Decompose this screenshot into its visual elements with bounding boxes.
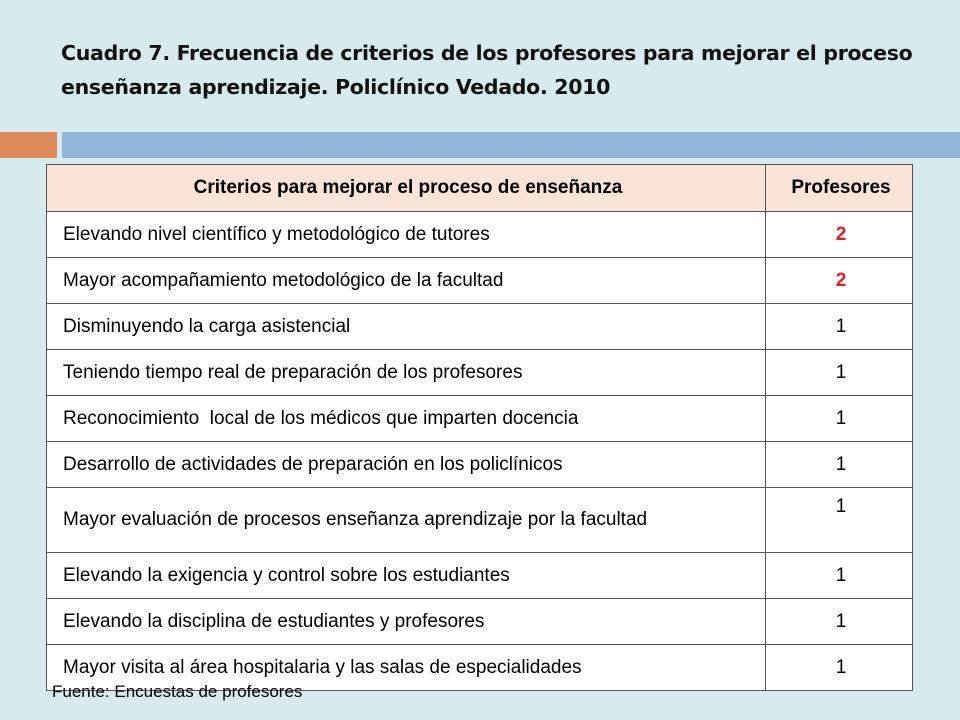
header-criterios: Criterios para mejorar el proceso de enseñanza — [47, 165, 766, 212]
criterio-cell: Teniendo tiempo real de preparación de los profesores — [47, 350, 766, 396]
table-row — [47, 258, 913, 304]
criterio-cell: Reconocimiento local de los médicos que imparten docencia — [47, 396, 766, 442]
profesores-cell: 1 — [766, 350, 913, 396]
criterio-cell: Mayor evaluación de procesos enseñanza aprendizaje por la facultad — [47, 488, 766, 553]
caption-line-1: Cuadro 7. Frecuencia de criterios de los profesores para mejorar el proceso — [61, 41, 913, 65]
profesores-cell: 1 — [766, 304, 913, 350]
table-row — [47, 488, 913, 553]
accent-bar-blue — [62, 132, 960, 158]
table-row — [47, 442, 913, 488]
table-row — [47, 212, 913, 258]
criterio-cell: Desarrollo de actividades de preparación en los policlínicos — [47, 442, 766, 488]
criterio-cell: Mayor visita al área hospitalaria y las salas de especialidades — [47, 645, 766, 691]
criterio-cell: Elevando nivel científico y metodológico de tutores — [47, 212, 766, 258]
criterio-cell: Elevando la disciplina de estudiantes y profesores — [47, 599, 766, 645]
profesores-cell: 2 — [766, 212, 913, 258]
table-row — [47, 599, 913, 645]
profesores-cell: 1 — [766, 396, 913, 442]
table-row — [47, 553, 913, 599]
table-row — [47, 396, 913, 442]
table-row — [47, 304, 913, 350]
profesores-cell: 2 — [766, 258, 913, 304]
criterio-cell: Mayor acompañamiento metodológico de la facultad — [47, 258, 766, 304]
header-profesores: Profesores — [766, 165, 913, 212]
caption-line-2: enseñanza aprendizaje. Policlínico Vedado. 2010 — [61, 75, 611, 99]
profesores-cell: 1 — [766, 488, 913, 553]
criterio-cell: Elevando la exigencia y control sobre los estudiantes — [47, 553, 766, 599]
profesores-cell: 1 — [766, 645, 913, 691]
table-caption — [61, 36, 921, 104]
source-note: Fuente: Encuestas de profesores — [52, 682, 303, 701]
criteria-table — [46, 164, 913, 691]
profesores-cell: 1 — [766, 442, 913, 488]
table-row — [47, 350, 913, 396]
table-header-row — [47, 165, 913, 212]
criterio-cell: Disminuyendo la carga asistencial — [47, 304, 766, 350]
profesores-cell: 1 — [766, 553, 913, 599]
profesores-cell: 1 — [766, 599, 913, 645]
accent-bar-orange — [0, 132, 57, 158]
